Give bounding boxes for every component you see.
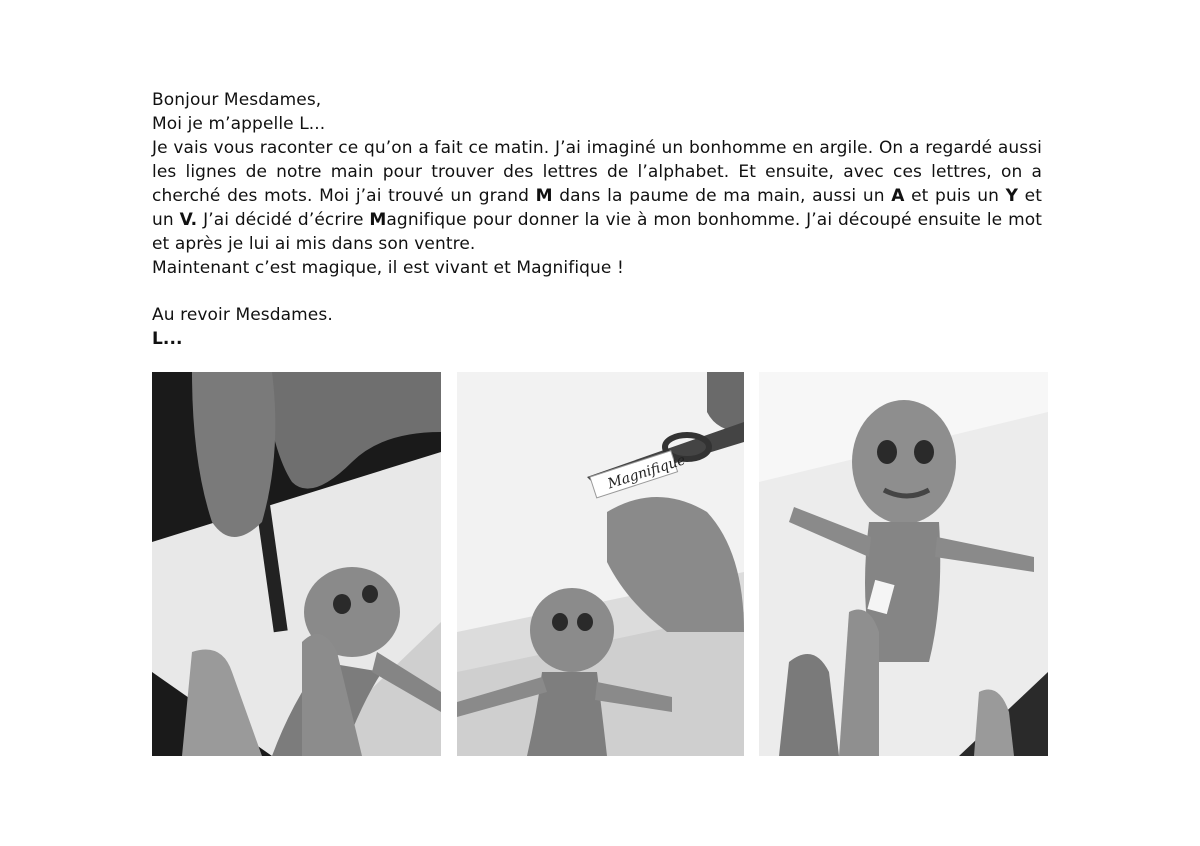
photo-strip xyxy=(152,372,1048,756)
bold-letter-a: A xyxy=(891,186,905,206)
ending-line: Maintenant c’est magique, il est vivant et Magnifique ! xyxy=(152,258,624,278)
photo-scissors-cutting-word xyxy=(457,372,744,756)
bold-letter-m-2: M xyxy=(369,210,387,230)
intro-line: Moi je m’appelle L... xyxy=(152,114,326,134)
bold-letter-v: V. xyxy=(179,210,198,230)
letter-text xyxy=(152,88,1042,351)
body-text-6: agnifique pour donner la vie à mon bonhomme. J’ai découpé ensuite le mot et après je lui ai mis dans son ventre. xyxy=(152,210,1042,254)
bold-letter-y: Y xyxy=(1005,186,1019,206)
bold-letter-m: M xyxy=(535,186,553,206)
farewell: Au revoir Mesdames. xyxy=(152,305,333,325)
paper-word: Magnifique xyxy=(605,452,688,493)
paragraph-gap xyxy=(152,280,1042,303)
letter-body xyxy=(152,136,1042,256)
greeting: Bonjour Mesdames, xyxy=(152,90,322,110)
body-text-4: et un xyxy=(152,186,1042,230)
signature xyxy=(152,327,1042,351)
body-text-1: Je vais vous raconter ce qu’on a fait ce matin. J’ai imaginé un bonhomme en argile. On a regardé aussi les lignes de notre main pour trouver des lettres de l’alphabet. Et ensuite, avec ces lettres, on a cherché des mots. Moi j’ai trouvé un grand xyxy=(152,138,1042,206)
body-text-3: et puis un xyxy=(904,186,1006,206)
photo-finished-clay-figure xyxy=(759,372,1048,756)
body-text-5: J’ai décidé d’écrire xyxy=(197,210,370,230)
body-text-2: dans la paume de ma main, aussi un xyxy=(552,186,892,206)
signature-text: L... xyxy=(152,329,183,349)
photo-hands-shaping-clay xyxy=(152,372,441,756)
